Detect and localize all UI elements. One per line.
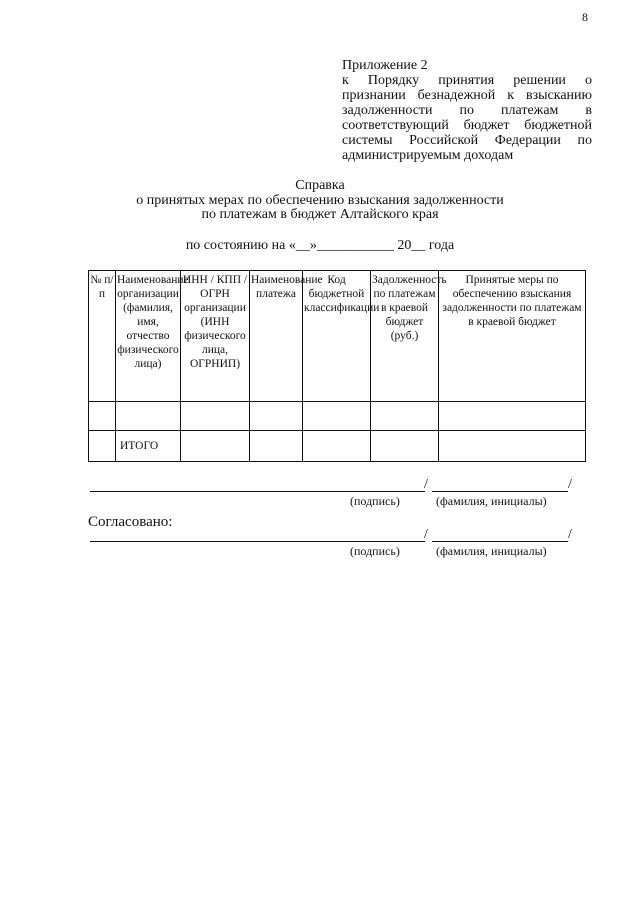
table-cell	[303, 402, 371, 431]
table-cell	[371, 431, 439, 462]
as-of-date-line: по состоянию на «__»___________ 20__ года	[185, 238, 455, 253]
name-line-2	[432, 541, 568, 542]
table-cell	[89, 402, 116, 431]
separator-slash: /	[424, 527, 428, 542]
table-header-row	[89, 271, 586, 402]
table-cell	[371, 402, 439, 431]
agreed-label: Согласовано:	[88, 514, 173, 530]
appendix-text: к Порядку принятия решении о признании безнадежной к взысканию задолженности по платежам в соответствующий бюджет бюджетной системы Российской Федерации по администрируемым доходам	[342, 73, 592, 163]
table-cell	[250, 402, 303, 431]
signature-caption-1: (подпись)	[350, 494, 400, 508]
table-cell	[181, 431, 250, 462]
col-header-measures: Принятые меры по обеспечению взыскания задолженности по платежам в краевой бюджет	[439, 271, 586, 402]
table-cell	[89, 431, 116, 462]
table-cell	[116, 402, 181, 431]
col-header-number: № п/ п	[89, 271, 116, 402]
page-number: 8	[582, 10, 588, 24]
separator-slash: /	[424, 477, 428, 492]
col-header-payment-name: Наименование платежа	[250, 271, 303, 402]
heading-line-3: по платежам в бюджет Алтайского края	[201, 207, 439, 222]
report-table	[88, 270, 586, 462]
separator-slash: /	[568, 527, 572, 542]
heading-title: Справка	[295, 178, 345, 193]
table-row	[89, 402, 586, 431]
total-label: ИТОГО	[116, 431, 181, 462]
name-caption-1: (фамилия, инициалы)	[436, 494, 547, 508]
separator-slash: /	[568, 477, 572, 492]
table-cell	[250, 431, 303, 462]
name-line-1	[432, 491, 568, 492]
table-cell	[439, 431, 586, 462]
appendix-title: Приложение 2	[342, 58, 428, 73]
table-cell	[439, 402, 586, 431]
position-line-1	[90, 491, 425, 492]
col-header-inn: ИНН / КПП / ОГРН организации (ИНН физического лица, ОГРНИП)	[181, 271, 250, 402]
col-header-budget-code: Код бюджетной классификации	[303, 271, 371, 402]
table-cell	[303, 431, 371, 462]
signature-caption-2: (подпись)	[350, 544, 400, 558]
heading-line-2: о принятых мерах по обеспечению взыскания задолженности	[136, 193, 504, 208]
appendix-block	[342, 58, 592, 163]
col-header-organization: Наименование организации (фамилия, имя, отчество физического лица)	[116, 271, 181, 402]
table-total-row	[89, 431, 586, 462]
name-caption-2: (фамилия, инициалы)	[436, 544, 547, 558]
col-header-debt: Задолженность по платежам в краевой бюджет (руб.)	[371, 271, 439, 402]
table-cell	[181, 402, 250, 431]
position-line-2	[90, 541, 425, 542]
